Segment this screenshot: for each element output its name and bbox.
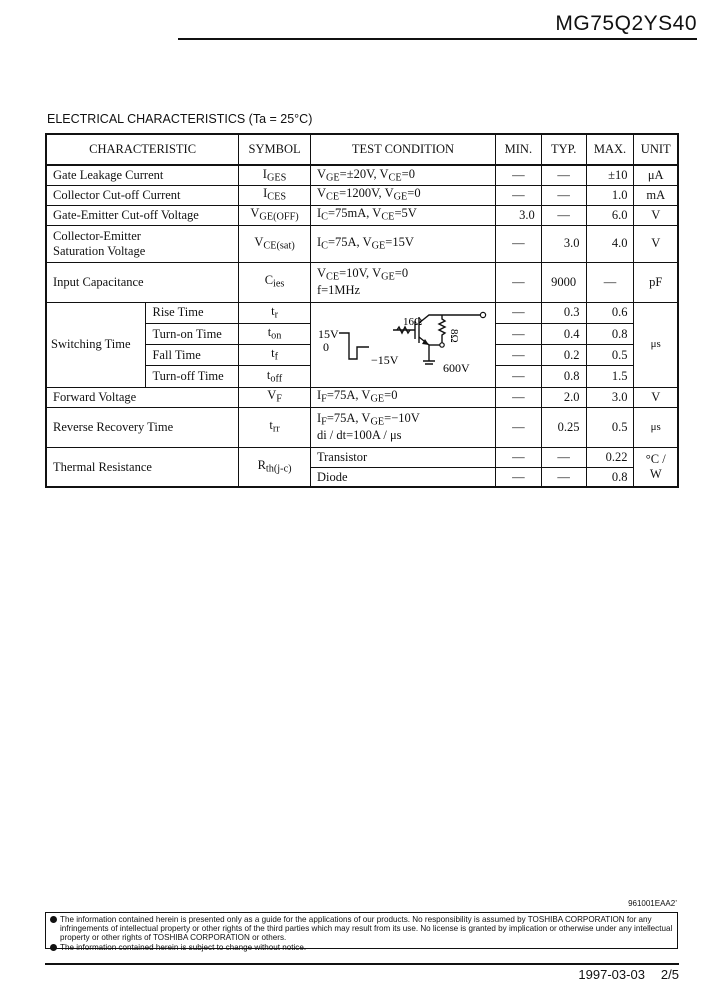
typ-cell: —	[541, 467, 586, 487]
table-row	[46, 165, 678, 185]
max-cell: 0.8	[586, 323, 634, 344]
symbol-cell: $t_{rr}$	[239, 407, 311, 447]
table-row	[46, 185, 678, 205]
min-cell: —	[495, 366, 541, 387]
max-cell: 0.5	[586, 407, 634, 447]
gate-zero-label: 0	[322, 339, 329, 354]
sub-characteristic-cell: Rise Time	[146, 302, 239, 323]
characteristic-cell: Thermal Resistance	[46, 447, 239, 487]
footer	[578, 967, 679, 982]
section-title: ELECTRICAL CHARACTERISTICS (Ta = 25°C)	[47, 112, 313, 126]
column-header: TEST CONDITION	[310, 134, 495, 165]
typ-cell: 0.2	[541, 345, 586, 366]
footer-date: 1997-03-03	[578, 967, 645, 982]
symbol-cell: $V_{CE(sat)}$	[239, 225, 311, 262]
max-cell: 4.0	[586, 225, 634, 262]
unit-cell: pF	[634, 262, 678, 302]
column-header: CHARACTERISTIC	[46, 134, 239, 165]
min-cell: —	[495, 165, 541, 185]
characteristic-cell: Collector Cut-off Current	[46, 185, 239, 205]
symbol-cell: $t_{off}$	[239, 366, 311, 387]
document-code: 961001EAA2’	[628, 899, 677, 908]
condition-cell: $I_C=75A$, $V_{GE}=15V$	[310, 225, 495, 262]
column-header: MIN.	[495, 134, 541, 165]
min-cell: —	[495, 345, 541, 366]
condition-cell: $V_{GE}=\pm 20V$, $V_{CE}=0$	[310, 165, 495, 185]
min-cell: —	[495, 302, 541, 323]
table-row	[46, 205, 678, 225]
max-cell: 0.22	[586, 447, 634, 467]
bullet-icon	[50, 944, 57, 951]
condition-cell: $I_F=75A$, $V_{GE}=0$	[310, 387, 495, 407]
unit-cell: μA	[634, 165, 678, 185]
min-cell: —	[495, 387, 541, 407]
sub-characteristic-cell: Turn-on Time	[146, 323, 239, 344]
condition-cell: $V_{CE}=1200V$, $V_{GE}=0$	[310, 185, 495, 205]
notice-item: The information contained herein is subject to change without notice.	[50, 943, 673, 952]
unit-cell: mA	[634, 185, 678, 205]
switching-test-circuit	[310, 302, 495, 387]
symbol-cell: $t_{on}$	[239, 323, 311, 344]
column-header: SYMBOL	[239, 134, 311, 165]
min-cell: —	[495, 467, 541, 487]
symbol-cell: $t_r$	[239, 302, 311, 323]
max-cell: 1.0	[586, 185, 634, 205]
table-row	[46, 447, 678, 467]
table-row	[46, 225, 678, 262]
max-cell: 0.6	[586, 302, 634, 323]
table-row	[46, 262, 678, 302]
characteristic-cell: Gate Leakage Current	[46, 165, 239, 185]
load-resistor-label: 8Ω	[447, 328, 460, 343]
typ-cell: —	[541, 447, 586, 467]
min-cell: —	[495, 262, 541, 302]
unit-cell: V	[634, 387, 678, 407]
electrical-characteristics-table	[45, 133, 679, 488]
typ-cell: —	[541, 205, 586, 225]
max-cell: 6.0	[586, 205, 634, 225]
characteristic-cell: Switching Time	[46, 302, 146, 387]
typ-cell: 2.0	[541, 387, 586, 407]
max-cell: —	[586, 262, 634, 302]
characteristic-cell: Forward Voltage	[46, 387, 239, 407]
symbol-cell: $I_{GES}$	[239, 165, 311, 185]
typ-cell: —	[541, 165, 586, 185]
typ-cell: —	[541, 185, 586, 205]
table-row	[46, 407, 678, 447]
min-cell: —	[495, 185, 541, 205]
min-cell: 3.0	[495, 205, 541, 225]
max-cell: ±10	[586, 165, 634, 185]
max-cell: 0.5	[586, 345, 634, 366]
condition-cell: Diode	[310, 467, 495, 487]
header-rule	[178, 38, 697, 40]
condition-cell: $V_{CE}=10V$, $V_{GE}=0$ f=1MHz	[310, 262, 495, 302]
max-cell: 3.0	[586, 387, 634, 407]
typ-cell: 9000	[541, 262, 586, 302]
symbol-cell: $I_{CES}$	[239, 185, 311, 205]
unit-cell: μs	[634, 302, 678, 387]
max-cell: 1.5	[586, 366, 634, 387]
notice-item: The information contained herein is presented only as a guide for the applications of our products. No responsibility is assumed by TOSHIBA CORPORATION for any infringements of intellectual property or other rights of the third parties which may result from its use. No license is granted by implication or otherwise under any intellectual property or other rights of TOSHIBA CORPORATION or others.	[50, 915, 673, 943]
column-header: MAX.	[586, 134, 634, 165]
symbol-cell: $V_F$	[239, 387, 311, 407]
typ-cell: 3.0	[541, 225, 586, 262]
column-header: UNIT	[634, 134, 678, 165]
sub-characteristic-cell: Turn-off Time	[146, 366, 239, 387]
min-cell: —	[495, 225, 541, 262]
sub-characteristic-cell: Fall Time	[146, 345, 239, 366]
min-cell: —	[495, 407, 541, 447]
symbol-cell: $R_{th(j-c)}$	[239, 447, 311, 487]
column-header: TYP.	[541, 134, 586, 165]
symbol-cell: $t_f$	[239, 345, 311, 366]
unit-cell: V	[634, 205, 678, 225]
condition-cell: $I_C=75mA$, $V_{CE}=5V$	[310, 205, 495, 225]
condition-cell: Transistor	[310, 447, 495, 467]
min-cell: —	[495, 323, 541, 344]
unit-cell: V	[634, 225, 678, 262]
max-cell: 0.8	[586, 467, 634, 487]
condition-cell: $I_F=75A$, $V_{GE}=-10V$ di / dt=100A / μs	[310, 407, 495, 447]
table-row	[46, 302, 678, 323]
characteristic-cell: Reverse Recovery Time	[46, 407, 239, 447]
unit-cell: μs	[634, 407, 678, 447]
page-number: 2/5	[660, 967, 679, 982]
characteristic-cell: Gate-Emitter Cut-off Voltage	[46, 205, 239, 225]
symbol-cell: $C_{ies}$	[239, 262, 311, 302]
table-row	[46, 387, 678, 407]
typ-cell: 0.4	[541, 323, 586, 344]
table-header-row	[46, 134, 678, 165]
characteristic-cell: Collector-Emitter Saturation Voltage	[46, 225, 239, 262]
unit-cell: °C / W	[634, 447, 678, 487]
bullet-icon	[50, 916, 57, 923]
min-cell: —	[495, 447, 541, 467]
typ-cell: 0.3	[541, 302, 586, 323]
symbol-cell: $V_{GE(OFF)}$	[239, 205, 311, 225]
typ-cell: 0.8	[541, 366, 586, 387]
typ-cell: 0.25	[541, 407, 586, 447]
part-number: MG75Q2YS40	[555, 12, 697, 35]
gate-low-voltage-label: −15V	[370, 352, 399, 367]
switching-circuit-diagram	[311, 303, 495, 387]
gate-resistor-label: 16Ω	[402, 315, 423, 328]
footer-rule	[45, 963, 679, 965]
supply-voltage-label: 600V	[442, 360, 470, 375]
characteristic-cell: Input Capacitance	[46, 262, 239, 302]
legal-notice	[45, 912, 678, 952]
gate-high-voltage-label: 15V	[317, 326, 339, 341]
